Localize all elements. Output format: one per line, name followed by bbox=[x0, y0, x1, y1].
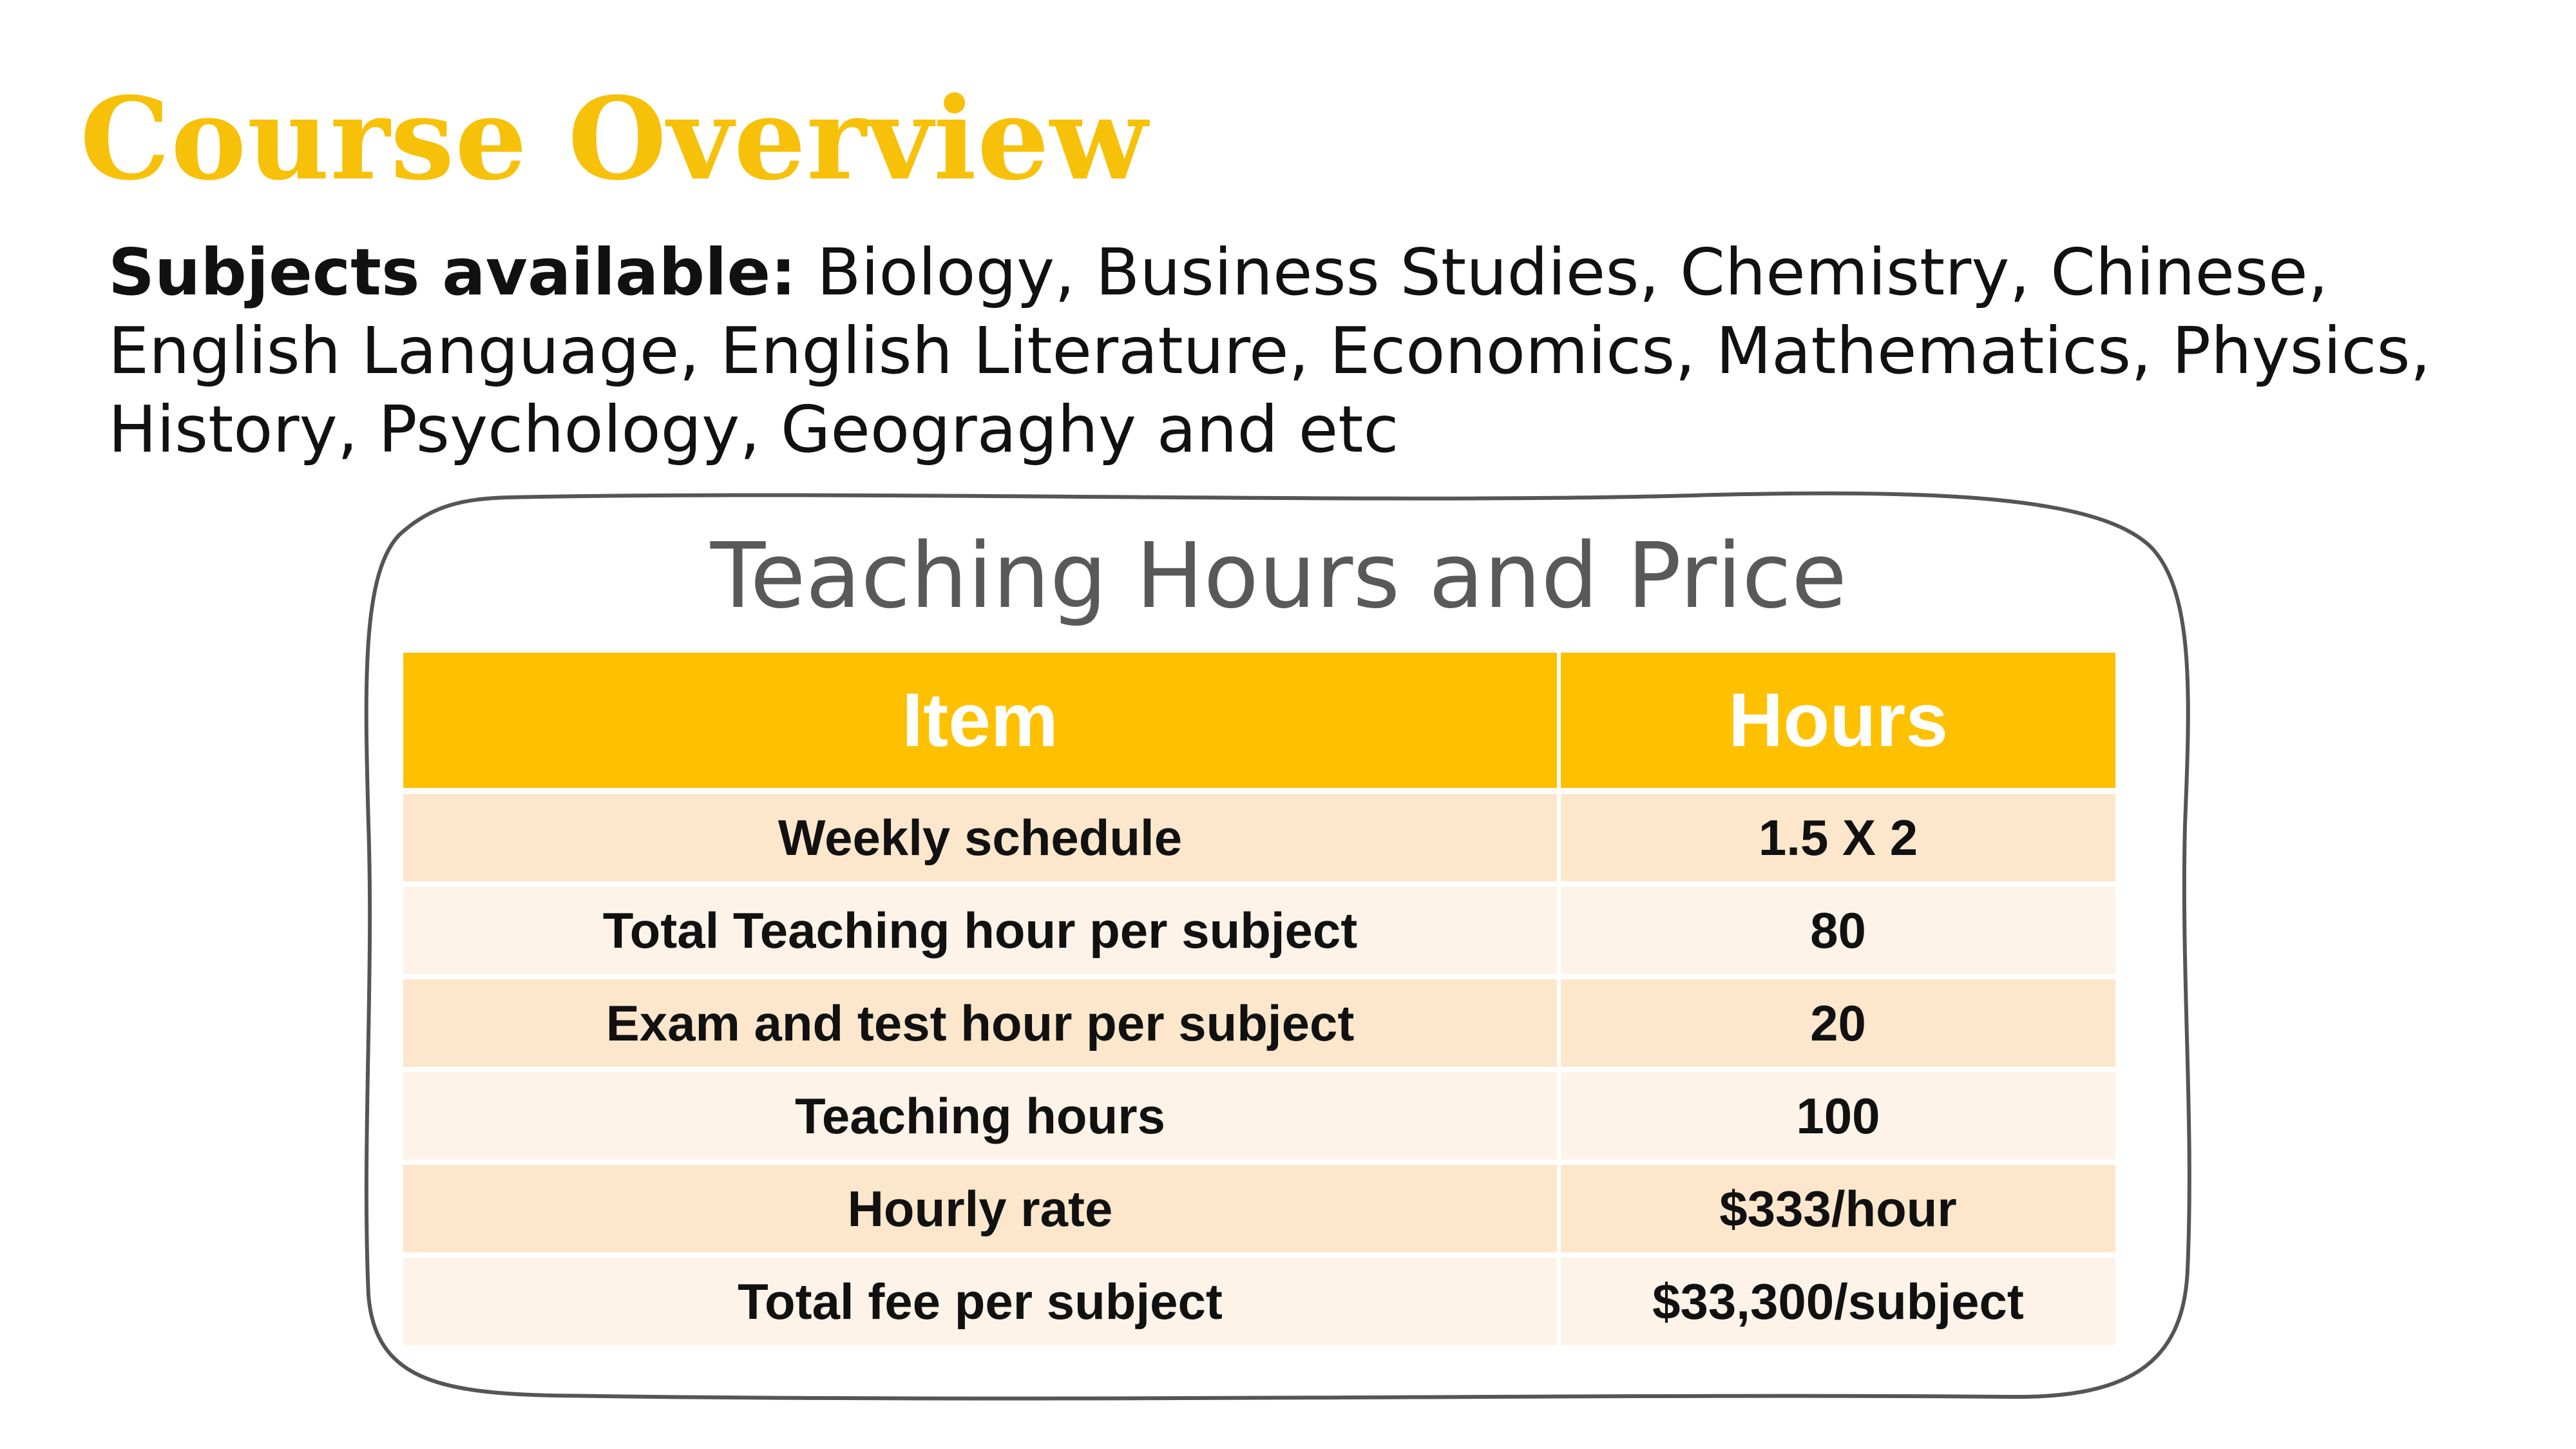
page-title: Course Overview bbox=[80, 72, 1149, 206]
table-row bbox=[403, 791, 2115, 885]
subjects-paragraph bbox=[108, 233, 2453, 469]
item-cell: Total Teaching hour per subject bbox=[403, 884, 1559, 977]
table-row bbox=[403, 884, 2115, 977]
teaching-hours-table bbox=[403, 653, 2115, 1350]
table-title: Teaching Hours and Price bbox=[710, 524, 1847, 629]
table-row bbox=[403, 1162, 2115, 1255]
item-cell: Exam and test hour per subject bbox=[403, 977, 1559, 1070]
subjects-label: Subjects available: bbox=[108, 235, 797, 310]
table-row bbox=[403, 1070, 2115, 1162]
item-cell: Total fee per subject bbox=[403, 1255, 1559, 1348]
hours-cell: 100 bbox=[1559, 1070, 2115, 1162]
table-row bbox=[403, 1255, 2115, 1348]
hours-cell: 1.5 X 2 bbox=[1559, 791, 2115, 885]
item-cell: Weekly schedule bbox=[403, 791, 1559, 885]
column-header-item: Item bbox=[403, 653, 1559, 791]
item-cell: Teaching hours bbox=[403, 1070, 1559, 1162]
subjects-list: Biology, Business Studies, Chemistry, Chinese, English Language, English Literature, Economics, Mathematics, Physics, History, Psychology, Geograghy and etc bbox=[108, 235, 2431, 467]
item-cell: Hourly rate bbox=[403, 1162, 1559, 1255]
column-header-hours: Hours bbox=[1559, 653, 2115, 791]
hours-cell: 80 bbox=[1559, 884, 2115, 977]
table-row bbox=[403, 977, 2115, 1070]
hours-cell: $33,300/subject bbox=[1559, 1255, 2115, 1348]
table-header-row bbox=[403, 653, 2115, 791]
hours-cell: $333/hour bbox=[1559, 1162, 2115, 1255]
hours-cell: 20 bbox=[1559, 977, 2115, 1070]
